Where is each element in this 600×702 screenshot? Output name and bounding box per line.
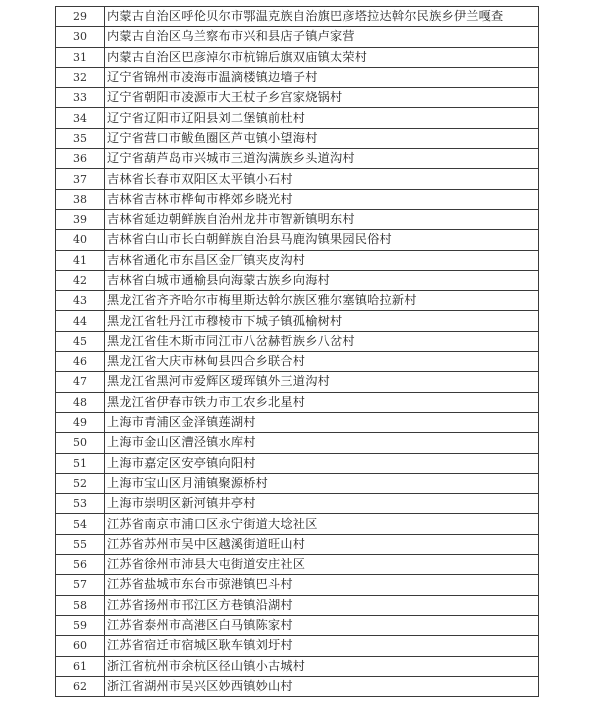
- village-name: 浙江省湖州市吴兴区妙西镇妙山村: [105, 676, 539, 696]
- table-row: [56, 169, 539, 189]
- table-row: [56, 108, 539, 128]
- row-number: 29: [56, 7, 105, 27]
- row-number: 40: [56, 230, 105, 250]
- village-name: 吉林省延边朝鲜族自治州龙井市智新镇明东村: [105, 209, 539, 229]
- row-number: 30: [56, 27, 105, 47]
- row-number: 56: [56, 555, 105, 575]
- village-name: 吉林省白城市通榆县向海蒙古族乡向海村: [105, 270, 539, 290]
- table-row: [56, 615, 539, 635]
- table-row: [56, 412, 539, 432]
- village-name: 上海市青浦区金泽镇莲湖村: [105, 412, 539, 432]
- village-name: 辽宁省朝阳市凌源市大王杖子乡宫家烧锅村: [105, 88, 539, 108]
- village-name: 辽宁省辽阳市辽阳县刘二堡镇前杜村: [105, 108, 539, 128]
- village-name: 江苏省南京市浦口区永宁街道大埝社区: [105, 514, 539, 534]
- village-name: 内蒙古自治区呼伦贝尔市鄂温克族自治旗巴彦塔拉达斡尔民族乡伊兰嘎查: [105, 7, 539, 27]
- table-row: [56, 575, 539, 595]
- row-number: 57: [56, 575, 105, 595]
- row-number: 48: [56, 392, 105, 412]
- table-row: [56, 209, 539, 229]
- village-name: 黑龙江省佳木斯市同江市八岔赫哲族乡八岔村: [105, 331, 539, 351]
- village-name: 江苏省宿迁市宿城区耿车镇刘圩村: [105, 636, 539, 656]
- row-number: 31: [56, 47, 105, 67]
- village-name: 黑龙江省齐齐哈尔市梅里斯达斡尔族区雅尔塞镇哈拉新村: [105, 291, 539, 311]
- row-number: 50: [56, 433, 105, 453]
- village-name: 内蒙古自治区乌兰察布市兴和县店子镇卢家营: [105, 27, 539, 47]
- row-number: 43: [56, 291, 105, 311]
- row-number: 47: [56, 372, 105, 392]
- village-name: 浙江省杭州市余杭区径山镇小古城村: [105, 656, 539, 676]
- row-number: 37: [56, 169, 105, 189]
- table-row: [56, 514, 539, 534]
- row-number: 62: [56, 676, 105, 696]
- village-name: 辽宁省营口市鲅鱼圈区芦屯镇小望海村: [105, 128, 539, 148]
- table-row: [56, 656, 539, 676]
- village-name: 江苏省扬州市邗江区方巷镇沿湖村: [105, 595, 539, 615]
- village-name: 江苏省盐城市东台市弶港镇巴斗村: [105, 575, 539, 595]
- row-number: 51: [56, 453, 105, 473]
- table-row: [56, 372, 539, 392]
- row-number: 44: [56, 311, 105, 331]
- village-name: 黑龙江省牡丹江市穆棱市下城子镇孤榆树村: [105, 311, 539, 331]
- row-number: 55: [56, 534, 105, 554]
- village-name: 黑龙江省大庆市林甸县四合乡联合村: [105, 352, 539, 372]
- table-row: [56, 352, 539, 372]
- village-name: 上海市金山区漕泾镇水库村: [105, 433, 539, 453]
- village-name: 江苏省苏州市吴中区越溪街道旺山村: [105, 534, 539, 554]
- table-row: [56, 676, 539, 696]
- village-name: 吉林省白山市长白朝鲜族自治县马鹿沟镇果园民俗村: [105, 230, 539, 250]
- village-name: 辽宁省锦州市凌海市温滴楼镇边墙子村: [105, 67, 539, 87]
- table-row: [56, 88, 539, 108]
- village-list-table: [55, 6, 539, 697]
- table-row: [56, 392, 539, 412]
- village-name: 上海市宝山区月浦镇聚源桥村: [105, 473, 539, 493]
- row-number: 39: [56, 209, 105, 229]
- village-name: 江苏省徐州市沛县大屯街道安庄社区: [105, 555, 539, 575]
- row-number: 60: [56, 636, 105, 656]
- table-row: [56, 250, 539, 270]
- row-number: 61: [56, 656, 105, 676]
- table-row: [56, 291, 539, 311]
- table-row: [56, 27, 539, 47]
- table-row: [56, 128, 539, 148]
- table-row: [56, 331, 539, 351]
- table-row: [56, 67, 539, 87]
- table-row: [56, 270, 539, 290]
- village-name: 内蒙古自治区巴彦淖尔市杭锦后旗双庙镇太荣村: [105, 47, 539, 67]
- village-name: 黑龙江省黑河市爱辉区瑷珲镇外三道沟村: [105, 372, 539, 392]
- row-number: 36: [56, 149, 105, 169]
- village-name: 上海市嘉定区安亭镇向阳村: [105, 453, 539, 473]
- village-name: 吉林省吉林市桦甸市桦郊乡晓光村: [105, 189, 539, 209]
- row-number: 53: [56, 494, 105, 514]
- table-row: [56, 473, 539, 493]
- table-row: [56, 534, 539, 554]
- table-row: [56, 47, 539, 67]
- row-number: 42: [56, 270, 105, 290]
- table-row: [56, 555, 539, 575]
- row-number: 58: [56, 595, 105, 615]
- row-number: 52: [56, 473, 105, 493]
- row-number: 49: [56, 412, 105, 432]
- table-row: [56, 433, 539, 453]
- row-number: 34: [56, 108, 105, 128]
- row-number: 41: [56, 250, 105, 270]
- table-row: [56, 149, 539, 169]
- village-name: 辽宁省葫芦岛市兴城市三道沟满族乡头道沟村: [105, 149, 539, 169]
- row-number: 59: [56, 615, 105, 635]
- table-row: [56, 636, 539, 656]
- table-row: [56, 230, 539, 250]
- row-number: 54: [56, 514, 105, 534]
- table-row: [56, 453, 539, 473]
- village-name: 吉林省通化市东昌区金厂镇夹皮沟村: [105, 250, 539, 270]
- table-row: [56, 494, 539, 514]
- table-row: [56, 311, 539, 331]
- village-name: 黑龙江省伊春市铁力市工农乡北星村: [105, 392, 539, 412]
- table-row: [56, 595, 539, 615]
- village-name: 江苏省泰州市高港区白马镇陈家村: [105, 615, 539, 635]
- row-number: 46: [56, 352, 105, 372]
- table-body: [56, 7, 539, 697]
- row-number: 45: [56, 331, 105, 351]
- village-name: 吉林省长春市双阳区太平镇小石村: [105, 169, 539, 189]
- row-number: 38: [56, 189, 105, 209]
- row-number: 33: [56, 88, 105, 108]
- row-number: 35: [56, 128, 105, 148]
- table-row: [56, 189, 539, 209]
- row-number: 32: [56, 67, 105, 87]
- village-name: 上海市崇明区新河镇井亭村: [105, 494, 539, 514]
- table-row: [56, 7, 539, 27]
